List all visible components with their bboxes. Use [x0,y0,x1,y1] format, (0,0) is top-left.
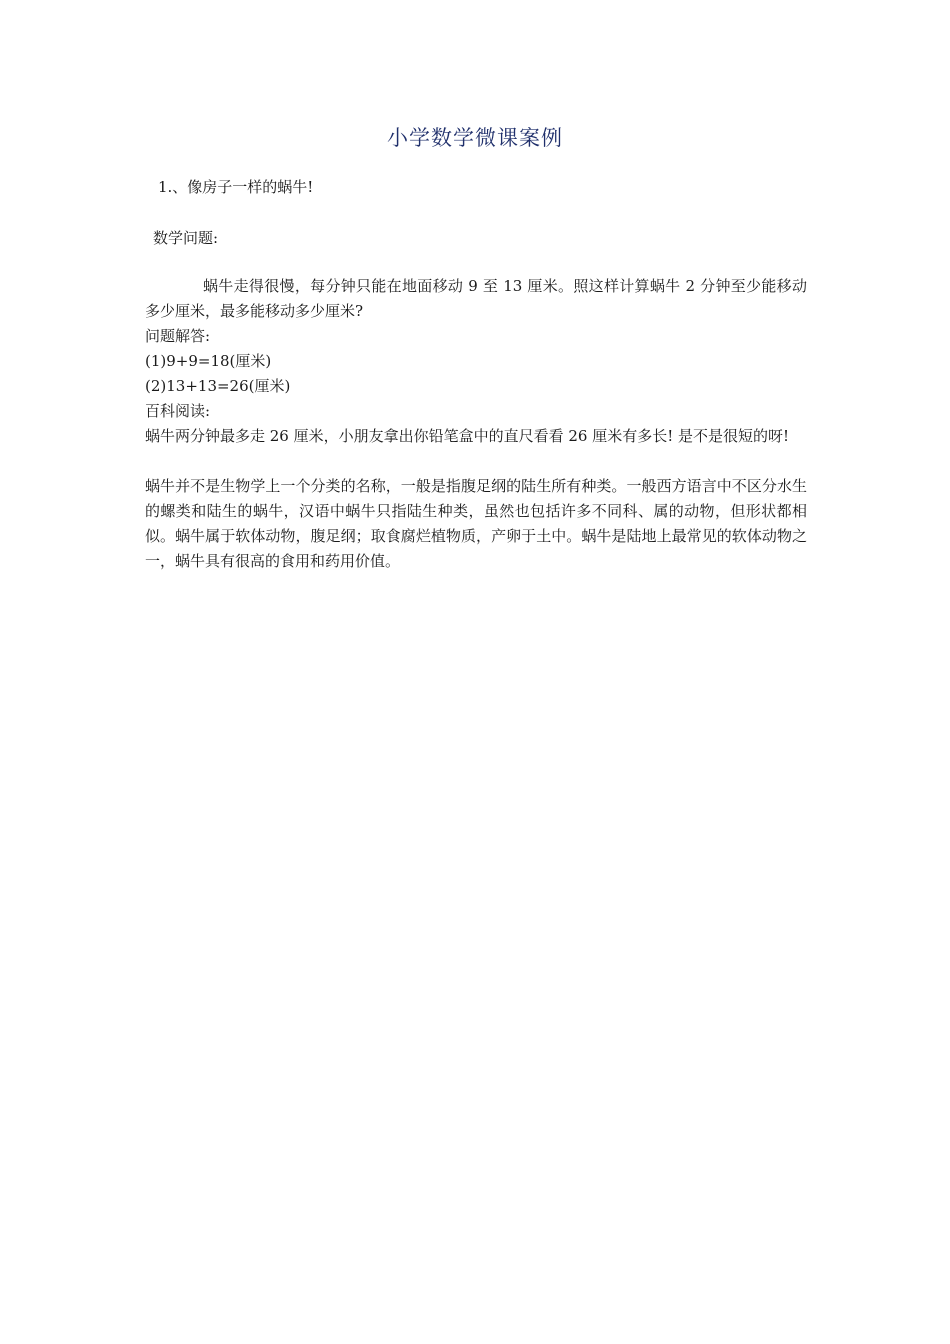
reading-label: 百科阅读: [145,402,211,420]
answer-label: 问题解答: [145,327,211,345]
document-title: 小学数学微课案例 [387,126,563,150]
section-heading: 1.、像房子一样的蜗牛! [158,178,314,196]
answer-line-2: (2)13+13=26(厘米) [145,377,291,395]
problem-text: 蜗牛走得很慢，每分钟只能在地面移动 9 至 13 厘米。照这样计算蜗牛 2 分钟至少能移动多少厘米，最多能移动多少厘米? [145,277,807,320]
problem-label: 数学问题: [153,229,219,247]
reading-paragraph-1: 蜗牛两分钟最多走 26 厘米，小朋友拿出你铅笔盒中的直尺看看 26 厘米有多长! 是不是很短的呀! [145,427,790,445]
answer-line-1: (1)9+9=18(厘米) [145,352,272,370]
reading-paragraph-2: 蜗牛并不是生物学上一个分类的名称，一般是指腹足纲的陆生所有种类。一般西方语言中不区分水生的螺类和陆生的蜗牛，汉语中蜗牛只指陆生种类，虽然也包括许多不同科、属的动物，但形状都相似。蜗牛属于软体动物，腹足纲；取食腐烂植物质，产卵于土中。蜗牛是陆地上最常见的软体动物之一，蜗牛具有很高的食用和药用价值。 [145,477,807,570]
